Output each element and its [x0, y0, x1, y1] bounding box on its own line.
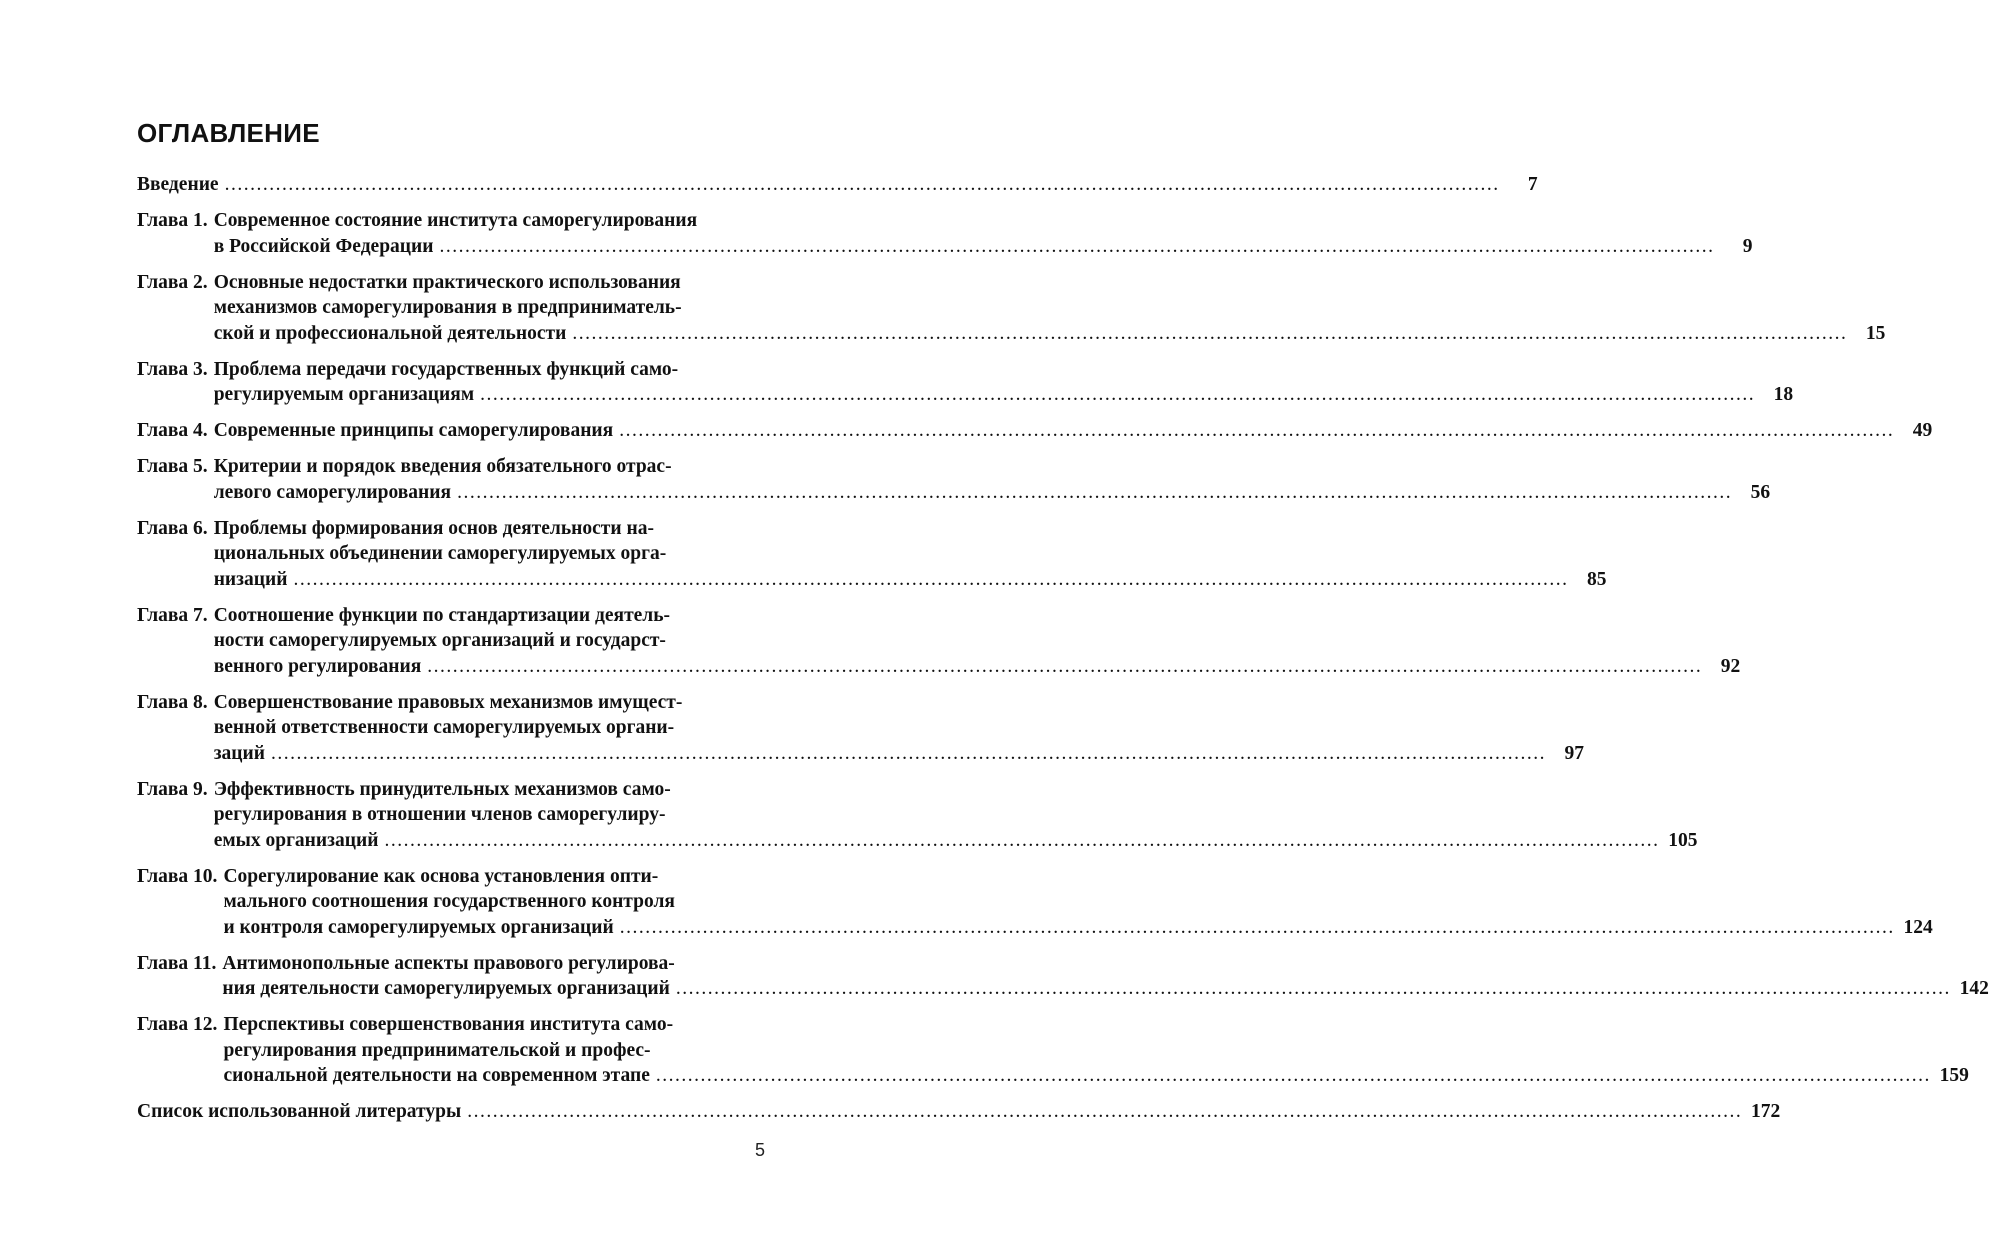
chapter-title-line: Современные принципы саморегулирования [213, 420, 614, 441]
toc-entry [137, 864, 1933, 941]
toc-entry [137, 208, 1753, 259]
chapter-title-line: венной ответственности саморегулируемых органи- [213, 717, 675, 738]
chapter-label: Глава 4. [137, 420, 208, 441]
chapter-title-line: Критерии и порядок введения обязательного отрас- [213, 456, 672, 477]
page-ref: 7 [1527, 174, 1538, 195]
dot-leader [656, 1063, 1931, 1089]
page-ref: 56 [1750, 481, 1771, 503]
chapter-title-line: регулирования в отношении членов саморегулиру- [213, 804, 666, 825]
chapter-title-line: левого саморегулирования [213, 481, 452, 503]
page-ref: 15 [1865, 322, 1886, 344]
page-ref: 124 [1903, 916, 1933, 938]
chapter-label: Глава 2. [137, 271, 208, 293]
chapter-label: Глава 7. [137, 604, 208, 626]
toc-entry [137, 270, 1886, 347]
page-ref: 18 [1773, 384, 1794, 405]
dot-leader [427, 654, 1702, 680]
chapter-title-line: низаций [213, 568, 288, 590]
dot-leader [225, 172, 1500, 198]
dot-leader [676, 976, 1951, 1002]
chapter-label: Глава 1. [137, 210, 208, 231]
dot-leader [572, 321, 1847, 347]
dot-leader [440, 234, 1715, 260]
chapter-title-line: ности саморегулируемых организаций и государст- [213, 630, 666, 651]
chapter-title-line: Проблемы формирования основ деятельности на- [213, 517, 654, 539]
dot-leader [620, 915, 1895, 941]
dot-leader [293, 567, 1568, 593]
chapter-title-line: ской и профессиональной деятельности [213, 322, 567, 344]
page-ref: 85 [1586, 568, 1607, 590]
dot-leader [467, 1099, 1742, 1125]
chapter-title-line: механизмов саморегулирования в предприниматель- [213, 297, 682, 318]
toc-entry [137, 951, 1989, 1002]
page-ref: 97 [1564, 742, 1584, 764]
toc-entry [137, 357, 1794, 408]
chapter-title-line: мального соотношения государственного контроля [223, 891, 675, 912]
chapter-title-line: Сорегулирование как основа установления опти- [223, 865, 659, 887]
chapter-label: Глава 5. [137, 456, 208, 477]
toc-entry [137, 1099, 1781, 1125]
dot-leader [457, 480, 1732, 506]
chapter-title-line: Основные недостатки практического использования [213, 271, 681, 293]
page-ref: 92 [1720, 655, 1741, 677]
toc-entry [137, 1012, 1969, 1089]
table-of-contents [137, 172, 1989, 1135]
chapter-title-line: регулируемым организациям [213, 384, 475, 405]
chapter-label: Глава 12. [137, 1014, 218, 1035]
page-ref: 49 [1912, 420, 1933, 441]
chapter-title-line: заций [213, 742, 265, 764]
chapter-label: Глава 6. [137, 517, 208, 539]
dot-leader [384, 828, 1659, 854]
chapter-title-line: емых организаций [213, 829, 379, 851]
page-ref: 172 [1750, 1101, 1781, 1122]
chapter-label: Глава 3. [137, 358, 208, 380]
dot-leader [271, 741, 1546, 767]
page-ref: 159 [1939, 1065, 1969, 1086]
toc-entry [137, 690, 1584, 767]
chapter-title-line: регулирования предпринимательской и профес- [223, 1039, 651, 1061]
toc-heading: ОГЛАВЛЕНИЕ [137, 118, 320, 148]
chapter-label: Глава 10. [137, 865, 218, 887]
chapter-title-line: сиональной деятельности на современном этапе [223, 1065, 650, 1086]
chapter-label: Глава 9. [137, 778, 208, 800]
chapter-title-line: Перспективы совершенствования института само- [223, 1014, 674, 1035]
toc-entry [137, 418, 1933, 444]
toc-entry [137, 603, 1741, 680]
page-ref: 142 [1959, 978, 1989, 999]
page-ref: 9 [1742, 235, 1753, 257]
toc-entry [137, 516, 1607, 593]
page-number: 5 [754, 1140, 765, 1160]
dot-leader [619, 418, 1894, 444]
chapter-title-line: и контроля саморегулируемых организаций [223, 916, 614, 938]
toc-entry [137, 172, 1538, 198]
chapter-title-line: Список использованной литературы [137, 1101, 462, 1122]
chapter-title-line: в Российской Федерации [213, 235, 434, 257]
chapter-title-line: Современное состояние института саморегулирования [213, 210, 698, 231]
chapter-title-line: Соотношение функции по стандартизации деятель- [213, 604, 671, 626]
toc-entry [137, 454, 1771, 505]
chapter-label: Глава 8. [137, 691, 208, 713]
chapter-title-line: Введение [137, 174, 219, 195]
page-ref: 105 [1668, 829, 1698, 851]
chapter-title-line: венного регулирования [213, 655, 422, 677]
chapter-title-line: ния деятельности саморегулируемых организаций [222, 978, 670, 999]
chapter-title-line: Антимонопольные аспекты правового регулирова- [222, 952, 675, 974]
chapter-title-line: Проблема передачи государственных функций само- [213, 358, 679, 380]
toc-entry [137, 777, 1698, 854]
dot-leader [480, 382, 1755, 408]
chapter-label: Глава 11. [137, 952, 217, 974]
chapter-title-line: Совершенствование правовых механизмов имущест- [213, 691, 683, 713]
chapter-title-line: Эффективность принудительных механизмов само- [213, 778, 671, 800]
chapter-title-line: циональных объединении саморегулируемых орга- [213, 543, 667, 564]
